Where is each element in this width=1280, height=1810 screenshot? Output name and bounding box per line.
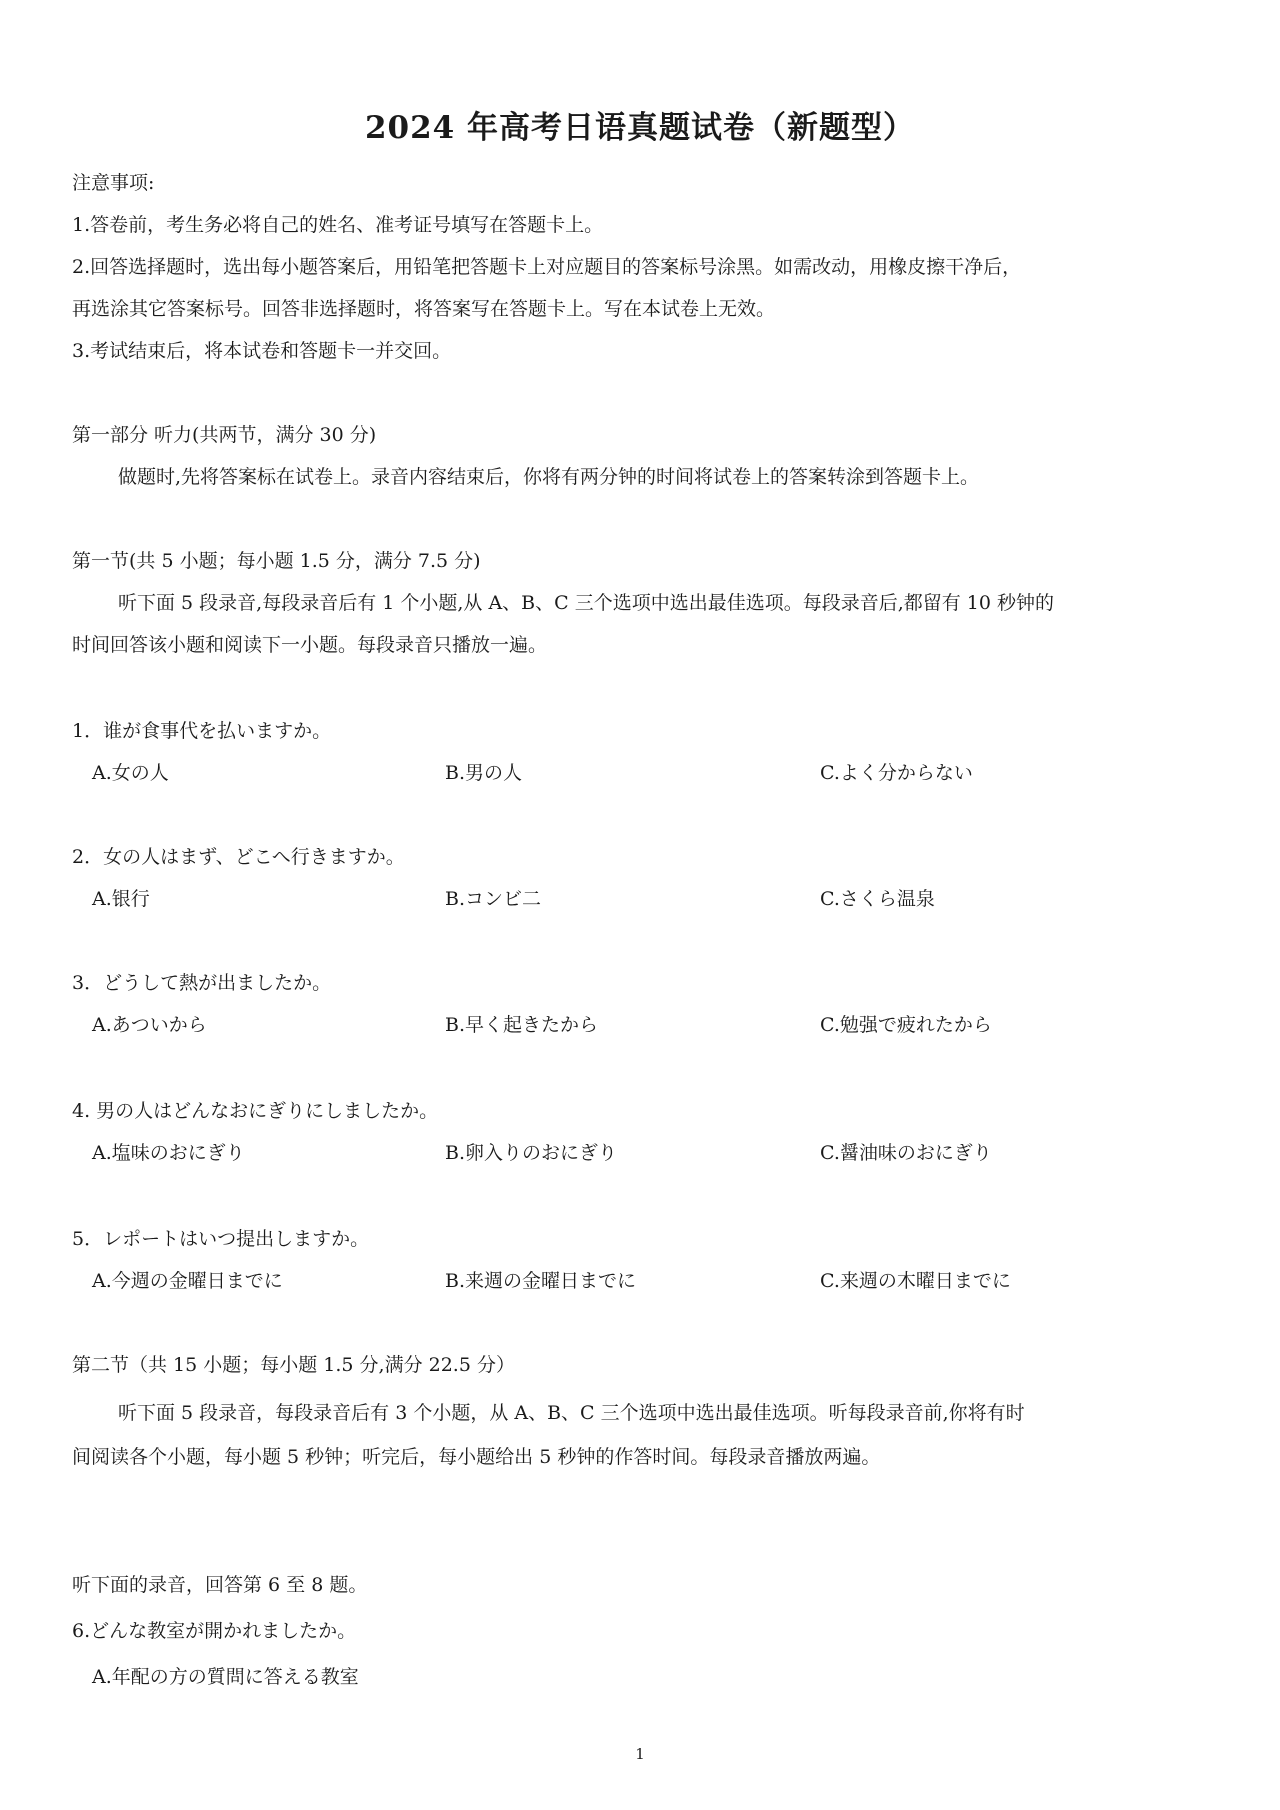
option-b: B.男の人 [445,762,523,784]
question-stem: 5．レポートはいつ提出しますか。 [72,1228,370,1250]
question-stem: 4. 男の人はどんなおにぎりにしましたか。 [72,1100,439,1122]
section2-instruction: 听下面 5 段录音，每段录音后有 3 个小题，从 A、B、C 三个选项中选出最佳选项。听每段录音前,你将有时 [118,1402,1025,1424]
option-b: B.コンビ二 [445,888,542,910]
notice-item: 1.答卷前，考生务必将自己的姓名、准考证号填写在答题卡上。 [72,214,604,236]
option-c: C.よく分からない [820,762,973,784]
notice-heading: 注意事项: [72,172,155,194]
notice-item: 2.回答选择题时，选出每小题答案后，用铅笔把答题卡上对应题目的答案标号涂黑。如需改动，用橡皮擦干净后， [72,256,1022,278]
option-c: C.醤油味のおにぎり [820,1142,992,1164]
option-b: B.早く起きたから [445,1014,599,1036]
section2-instruction: 间阅读各个小题，每小题 5 秒钟；听完后，每小题给出 5 秒钟的作答时间。每段录音播放两遍。 [72,1446,881,1468]
option-a: A.女の人 [92,762,169,784]
option-c: C.さくら温泉 [820,888,935,910]
notice-item: 再选涂其它答案标号。回答非选择题时，将答案写在答题卡上。写在本试卷上无效。 [72,298,776,320]
question-stem: 2．女の人はまず、どこへ行きますか。 [72,846,405,868]
option-a: A.塩味のおにぎり [92,1142,245,1164]
part1-instruction: 做题时,先将答案标在试卷上。录音内容结束后，你将有两分钟的时间将试卷上的答案转涂到答题卡上。 [118,466,980,488]
question-stem: 6.どんな教室が開かれましたか。 [72,1620,357,1642]
question-stem: 3．どうして熱が出ましたか。 [72,972,332,994]
section1-instruction: 时间回答该小题和阅读下一小题。每段录音只播放一遍。 [72,634,548,656]
page-title: 2024 年高考日语真题试卷（新题型） [364,110,916,146]
section2-heading: 第二节（共 15 小题；每小题 1.5 分,满分 22.5 分） [72,1354,515,1376]
question-stem: 1．谁が食事代を払いますか。 [72,720,332,742]
option-b: B.来週の金曜日までに [445,1270,637,1292]
group-prompt: 听下面的录音，回答第 6 至 8 题。 [72,1574,368,1596]
option-c: C.来週の木曜日までに [820,1270,1011,1292]
option-a: A.年配の方の質問に答える教室 [92,1666,359,1688]
option-a: A.あついから [92,1014,207,1036]
section1-heading: 第一节(共 5 小题；每小题 1.5 分，满分 7.5 分) [72,550,481,572]
notice-item: 3.考试结束后，将本试卷和答题卡一并交回。 [72,340,452,362]
option-b: B.卵入りのおにぎり [445,1142,618,1164]
part1-heading: 第一部分 听力(共两节，满分 30 分) [72,424,377,446]
page-number: 1 [635,1745,645,1763]
option-c: C.勉强で疲れたから [820,1014,992,1036]
section1-instruction: 听下面 5 段录音,每段录音后有 1 个小题,从 A、B、C 三个选项中选出最佳选项。每段录音后,都留有 10 秒钟的 [118,592,1055,614]
option-a: A.银行 [92,888,150,910]
option-a: A.今週の金曜日までに [92,1270,283,1292]
